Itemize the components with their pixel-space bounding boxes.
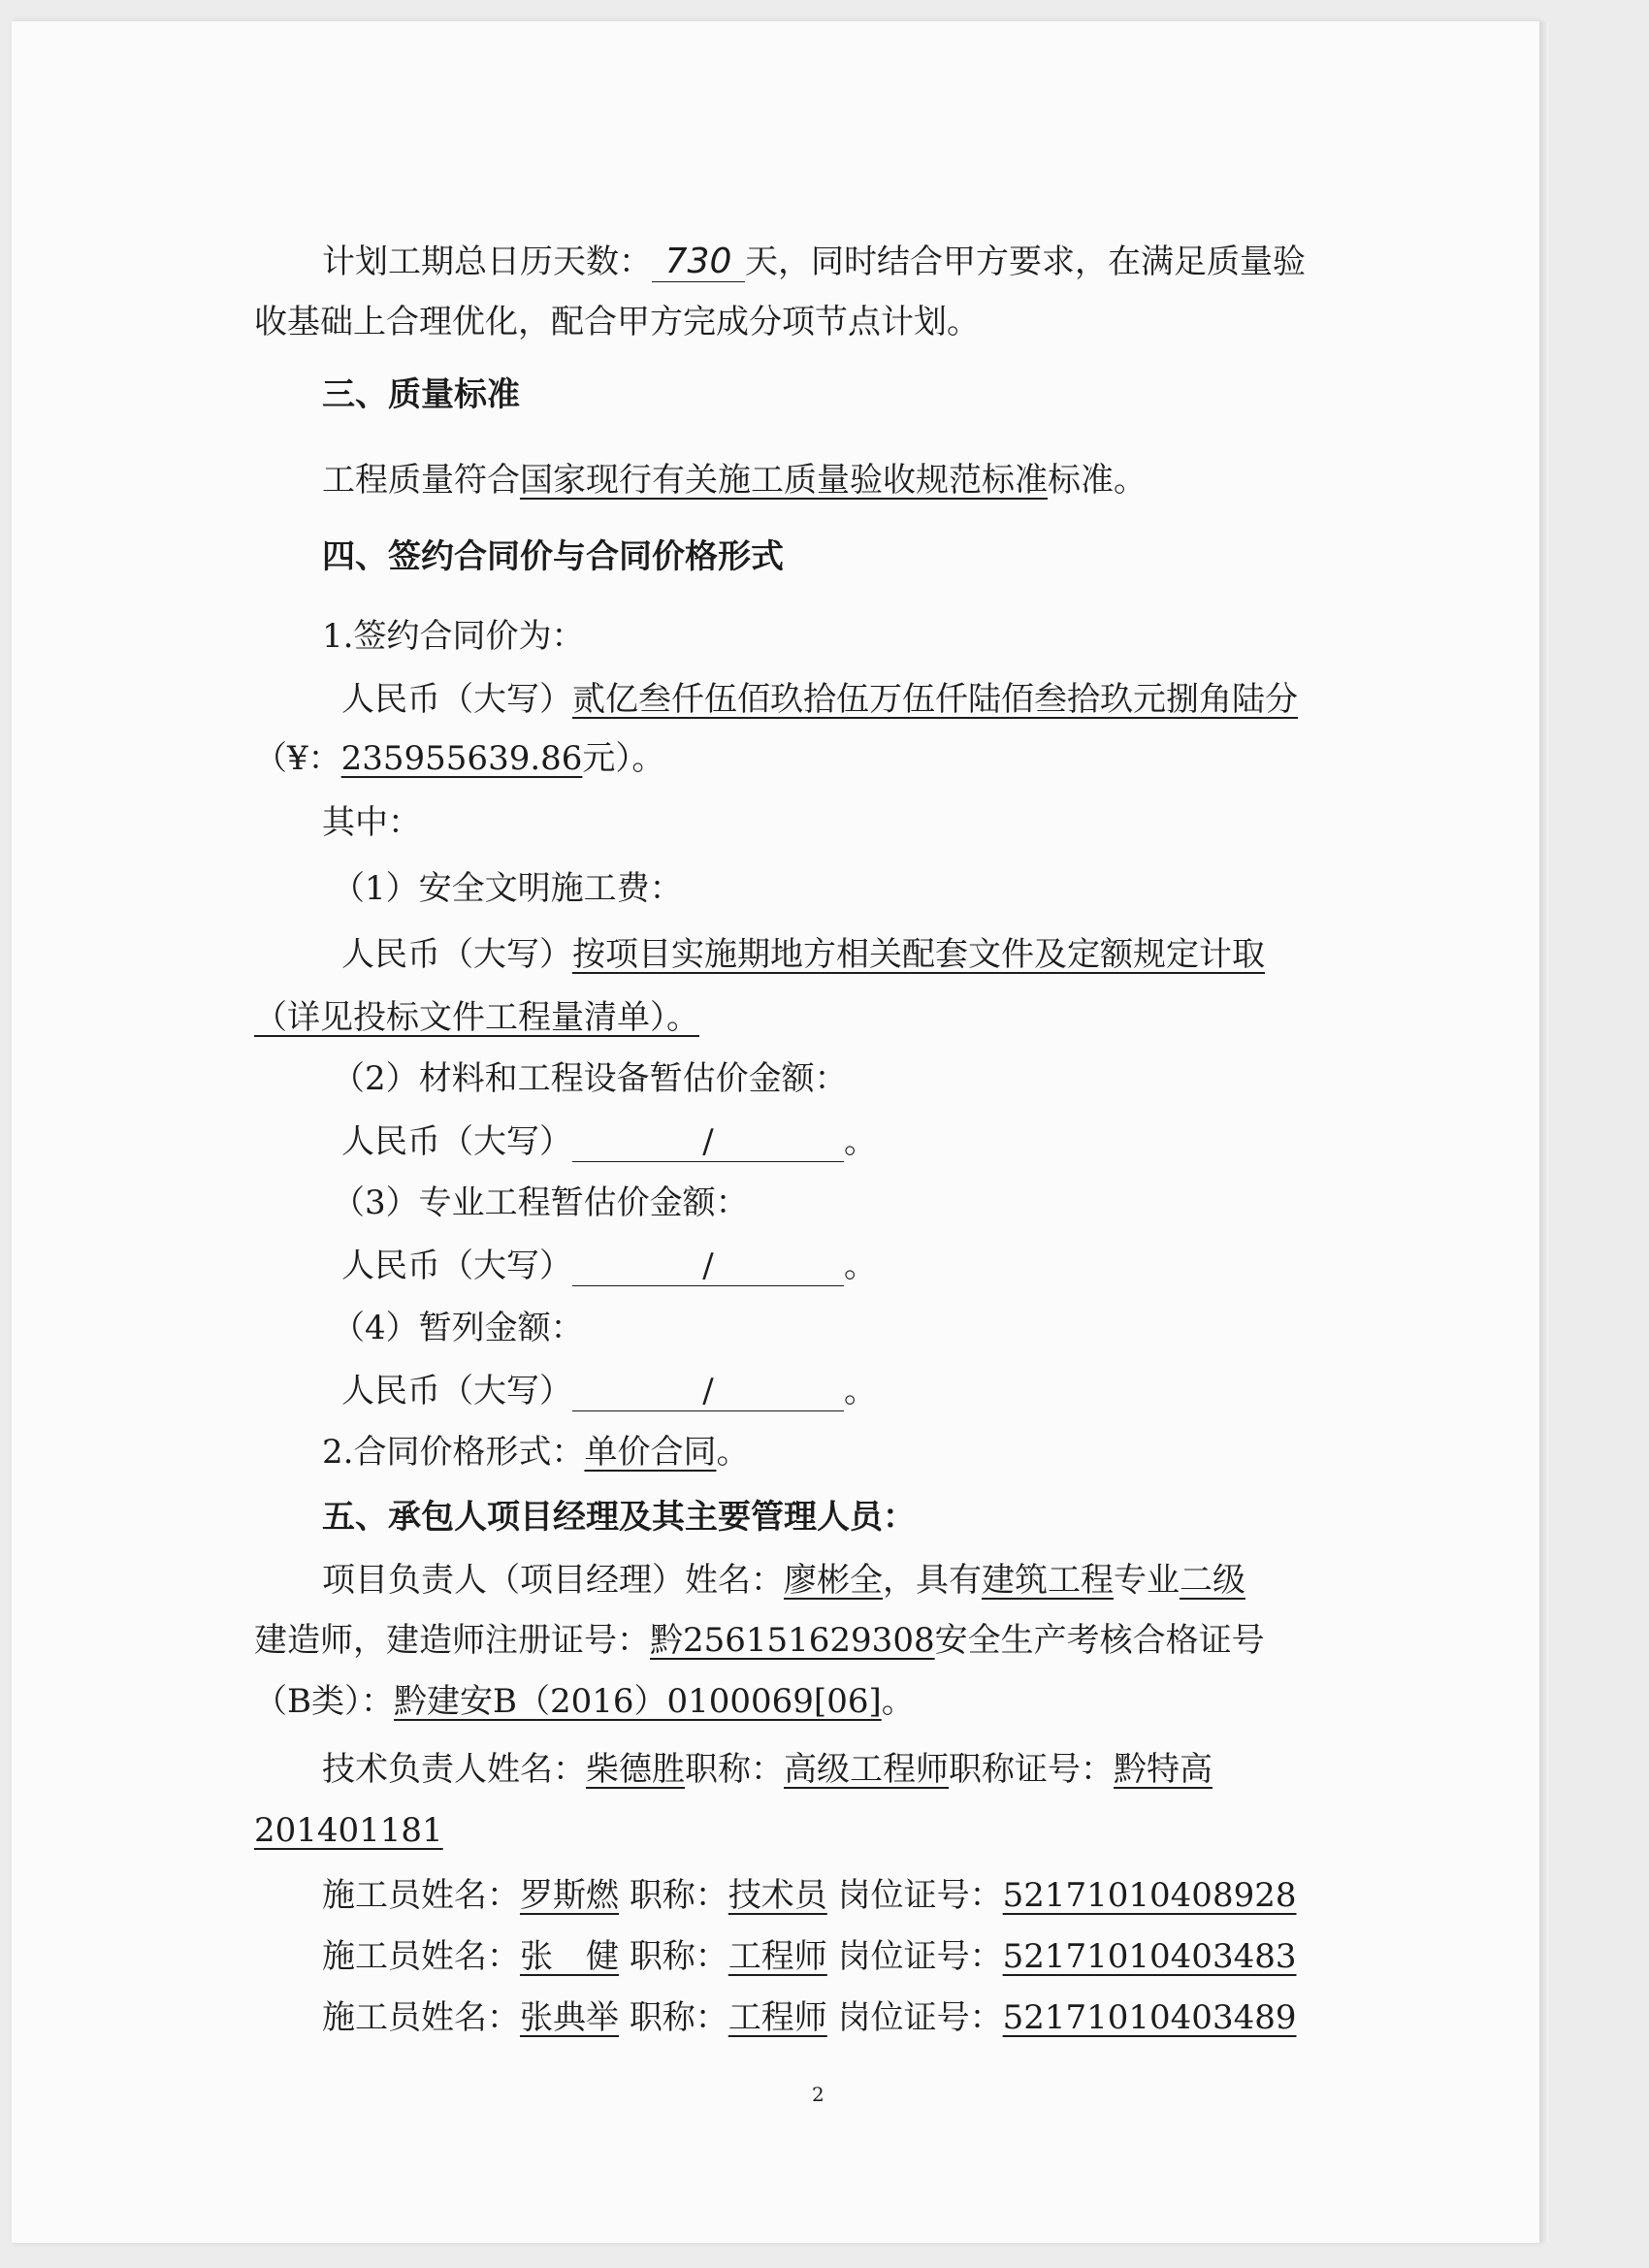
pm-line <box>322 1559 1245 1602</box>
item-4-value-line <box>341 1370 877 1412</box>
price-form-end: 。 <box>716 1433 750 1472</box>
staff-title-label: 职称： <box>629 1937 728 1976</box>
staff-cert-label: 岗位证号： <box>837 1998 1003 2037</box>
item-3-label: （3）专业工程暂估价金额： <box>332 1183 749 1222</box>
safety-cert-line <box>254 1680 915 1723</box>
item-2-end: 。 <box>844 1122 877 1161</box>
quality-tail: 标准。 <box>1048 461 1147 500</box>
schedule-days-handwritten: 730 <box>652 243 745 282</box>
staff-row <box>322 1935 1296 1978</box>
staff-title-label: 职称： <box>629 1998 728 2037</box>
safety-cert-end: 。 <box>881 1682 915 1721</box>
staff-name-label: 施工员姓名： <box>322 1937 520 1976</box>
quality-label: 工程质量符合 <box>322 461 520 500</box>
tech-lead-title-label: 职称： <box>685 1750 784 1789</box>
contract-price-figure-line <box>254 737 664 780</box>
tech-lead-cert-number-cont: 201401181 <box>254 1811 443 1850</box>
item-1-label: （1）安全文明施工费： <box>332 869 683 908</box>
yen-label: （¥： <box>254 739 341 778</box>
item-4-end: 。 <box>844 1372 877 1410</box>
staff-name: 张 健 <box>520 1937 619 1976</box>
staff-title-label: 职称： <box>629 1876 728 1915</box>
item-4-blank: / <box>572 1372 844 1411</box>
page-edge <box>1539 21 1549 2243</box>
item-1-value-line-2 <box>254 996 699 1039</box>
section-3-title: 三、质量标准 <box>322 375 520 414</box>
price-form-label: 2.合同价格形式： <box>322 1433 585 1472</box>
staff-row <box>322 1996 1296 2039</box>
item-4-rmb-label: 人民币（大写） <box>341 1372 572 1410</box>
safety-cert-number: 黔建安B（2016）0100069[06] <box>394 1682 882 1721</box>
item-3-blank: / <box>572 1247 844 1286</box>
section-4-title: 四、签约合同价与合同价格形式 <box>322 537 784 576</box>
safety-cert-class: （B类）： <box>254 1682 394 1721</box>
among-label: 其中： <box>322 803 421 842</box>
tech-lead-name: 柴德胜 <box>586 1750 685 1789</box>
quality-standard-line <box>322 459 1147 502</box>
contract-price-words-line <box>341 678 1298 721</box>
staff-cert-number: 52171010408928 <box>1002 1876 1297 1915</box>
pm-level: 二级 <box>1180 1561 1245 1600</box>
staff-title: 工程师 <box>728 1937 827 1976</box>
item-3-end: 。 <box>844 1247 877 1285</box>
tech-lead-cert-label: 职称证号： <box>949 1750 1114 1789</box>
item-3-value-line <box>341 1245 877 1287</box>
staff-cert-number: 52171010403489 <box>1002 1998 1297 2037</box>
item-2-label: （2）材料和工程设备暂估价金额： <box>332 1059 848 1098</box>
quality-standard-value: 国家现行有关施工质量验收规范标准 <box>520 461 1048 500</box>
staff-row <box>322 1874 1296 1917</box>
item-3-rmb-label: 人民币（大写） <box>341 1247 572 1285</box>
price-form-line <box>322 1431 749 1474</box>
staff-title: 技术员 <box>728 1876 827 1915</box>
registration-line <box>254 1619 1265 1662</box>
safety-cert-label: 安全生产考核合格证号 <box>934 1621 1265 1660</box>
tech-lead-cert-line-2 <box>254 1809 443 1852</box>
contract-price-figure: 235955639.86 <box>340 739 583 778</box>
item-1-value-line <box>341 933 1265 976</box>
item-1-value-cont: （详见投标文件工程量清单）。 <box>254 998 699 1037</box>
document-page <box>12 21 1539 2243</box>
schedule-line-2: 收基础上合理优化，配合甲方完成分项节点计划。 <box>254 303 980 341</box>
item-1-value: 按项目实施期地方相关配套文件及定额规定计取 <box>572 935 1265 974</box>
rmb-label: 人民币（大写） <box>341 680 572 719</box>
item-2-blank: / <box>572 1122 844 1162</box>
registration-number: 黔256151629308 <box>650 1621 935 1660</box>
item-1-rmb-label: 人民币（大写） <box>341 935 572 974</box>
tech-lead-line <box>322 1748 1212 1791</box>
schedule-line-1 <box>322 241 1306 283</box>
staff-name: 罗斯燃 <box>520 1876 619 1915</box>
pm-has-label: ，具有 <box>883 1561 982 1600</box>
item-2-rmb-label: 人民币（大写） <box>341 1122 572 1161</box>
staff-cert-number: 52171010403483 <box>1002 1937 1297 1976</box>
registration-label: 建造师，建造师注册证号： <box>254 1621 650 1660</box>
schedule-tail: 天，同时结合甲方要求，在满足质量验 <box>745 243 1306 281</box>
staff-cert-label: 岗位证号： <box>837 1937 1003 1976</box>
staff-cert-label: 岗位证号： <box>837 1876 1003 1915</box>
item-4-label: （4）暂列金额： <box>332 1309 584 1347</box>
pm-label: 项目负责人（项目经理）姓名： <box>322 1561 784 1600</box>
contract-price-label: 1.签约合同价为： <box>322 617 585 656</box>
pm-major-label: 专业 <box>1114 1561 1180 1600</box>
staff-name-label: 施工员姓名： <box>322 1876 520 1915</box>
tech-lead-title: 高级工程师 <box>784 1750 949 1789</box>
section-5-title: 五、承包人项目经理及其主要管理人员： <box>322 1498 916 1537</box>
pm-name: 廖彬全 <box>784 1561 883 1600</box>
yen-tail: 元）。 <box>582 739 665 778</box>
staff-title: 工程师 <box>728 1998 827 2037</box>
staff-name: 张典举 <box>520 1998 619 2037</box>
pm-major: 建筑工程 <box>982 1561 1114 1600</box>
contract-price-words: 贰亿叁仟伍佰玖拾伍万伍仟陆佰叁拾玖元捌角陆分 <box>572 680 1298 719</box>
tech-lead-label: 技术负责人姓名： <box>322 1750 586 1789</box>
tech-lead-cert-number: 黔特高 <box>1114 1750 1212 1789</box>
page-number: 2 <box>812 2083 824 2106</box>
price-form-value: 单价合同 <box>584 1433 717 1472</box>
item-2-value-line <box>341 1120 877 1163</box>
schedule-label: 计划工期总日历天数： <box>322 243 652 281</box>
staff-name-label: 施工员姓名： <box>322 1998 520 2037</box>
